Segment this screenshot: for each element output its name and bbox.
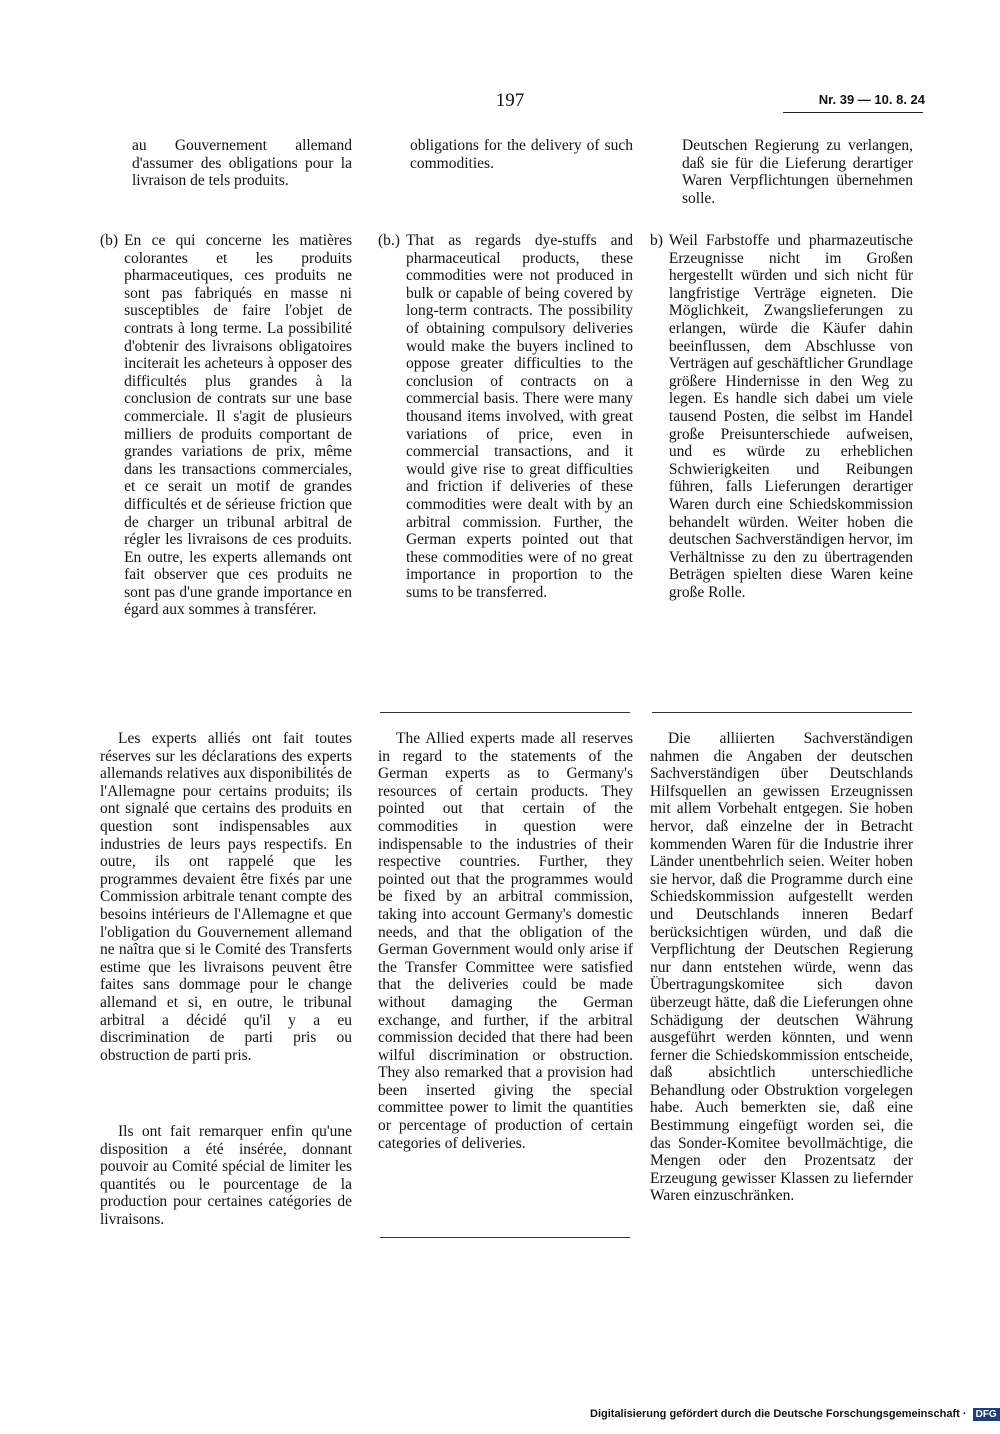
french-intro-text: au Gouvernement allemand d'assumer des obligations pour la livraison de tels produits. (132, 137, 352, 190)
digitization-credit-text: Digitalisierung gefördert durch die Deutsche Forschungsgemeinschaft (590, 1408, 960, 1420)
english-section-rule (380, 712, 630, 713)
french-allies-text: Les experts alliés ont fait toutes réserves sur les déclarations des experts allemands relatives aux disponibilités de l'Allemagne pour certains produits; ils ont signalé que certains des produits en question sont indispensables aux industries de leurs pays respectifs. En outre, ils ont rappelé que les programmes devaient être fixés par une Commission arbitrale tenant compte des besoins intérieurs de l'Allemagne et que l'obligation du Gouvernement allemand ne naîtra que si le Comité des Transferts estime que les livraisons peuvent être faites sans dommage pour le change allemand et si, en outre, le tribunal arbitral a décidé qu'il y a eu discrimination de parti pris ou obstruction de parti pris. (100, 730, 352, 1064)
english-clause-b-marker: (b.) (378, 232, 400, 249)
german-allies-paragraph (650, 730, 913, 1205)
english-end-rule (380, 1237, 630, 1238)
header-rule (783, 112, 923, 113)
separator-dot: · (962, 1408, 967, 1420)
german-clause-b-marker: b) (650, 232, 663, 249)
french-final-paragraph (100, 1123, 352, 1229)
english-intro (378, 137, 633, 172)
digitization-credit (590, 1408, 997, 1421)
page-number: 197 (495, 90, 525, 111)
english-allies-text: The Allied experts made all reserves in regard to the statements of the German experts as to Germany's resources of certain products. They pointed out that certain of the commodities in question were indispensable to the industries of their respective countries. Further, they pointed out that the programmes would be fixed by an arbitral commission, taking into account Germany's domestic needs, and that the obligation of the German Government would only arise if the Transfer Committee were satisfied that the deliveries could be made without damaging the German exchange, and further, if the arbitral commission decided that there had been wilful discrimination or obstruction. They also remarked that a provision had been inserted giving the special committee power to limit the quantities or percentage of production of certain categories of deliveries. (378, 730, 633, 1152)
french-clause-b-text: En ce qui concerne les matières colorantes et les produits pharmaceutiques, ces produits ne sont pas fabriqués en masse ni susceptibles de faire l'objet de contrats à long terme. La possibilité d'obtenir des livraisons obligatoires inciterait les acheteurs à opposer des difficultés plus grandes à la conclusion de contrats sur une base commerciale. Il s'agit de plusieurs milliers de produits comportant de grandes variations de prix, même dans les transactions commerciales, et ce serait un motif de grandes difficultés et de sérieuse friction que de charger un tribunal arbitral de régler les livraisons de ces produits. En outre, les experts allemands ont fait observer que ces produits ne sont pas d'une grande importance en égard aux sommes à transférer. (124, 232, 352, 619)
english-clause-b-row (378, 232, 633, 601)
issue-reference: Nr. 39 — 10. 8. 24 (818, 92, 925, 107)
german-clause-b-text: Weil Farbstoffe und pharmazeutische Erzeugnisse nicht im Großen hergestellt würden und sich nicht für langfristige Verträge eigneten. Die Möglichkeit, Zwangslieferungen zu erlangen, würde die Käufer dahin beeinflussen, dem Abschlusse von Verträgen auf geschäftlicher Grundlage größere Hindernisse in den Weg zu legen. Es handle sich dabei um viele tausend Posten, die selbst im Handel große Preisunterschiede aufweisen, und es würde zu erheblichen Schwierigkeiten und Reibungen führen, falls Lieferungen derartiger Waren durch eine Schiedskommission behandelt würden. Weiter hoben die deutschen Sachverständigen hervor, im Verhältnisse zu den zu übertragenden Beträgen spielten diese Waren keine große Rolle. (668, 232, 913, 601)
german-intro (650, 137, 913, 207)
english-allies-paragraph (378, 730, 633, 1152)
english-clause-b (378, 232, 633, 601)
french-intro (100, 137, 352, 190)
french-allies-paragraph (100, 730, 352, 1064)
german-section-rule (652, 712, 912, 713)
french-clause-b (100, 232, 352, 619)
german-intro-text: Deutschen Regierung zu verlangen, daß sie für die Lieferung derartiger Waren Verpflichtungen übernehmen solle. (682, 137, 913, 207)
french-clause-b-row (100, 232, 352, 619)
dfg-logo: DFG (973, 1408, 1000, 1421)
french-clause-b-marker: (b) (100, 232, 119, 249)
english-clause-b-text: That as regards dye-stuffs and pharmaceutical products, these commodities were not produced in bulk or capable of being covered by long-term contracts. The possibility of obtaining compulsory deliveries would make the buyers inclined to oppose greater difficulties to the conclusion of contracts on a commercial basis. There were many thousand items involved, with great variations of price, even in commercial transactions, and it would give rise to great difficulties and friction if deliveries of these commodities were dealt with by an arbitral commission. Further, the German experts pointed out that these commodities were of no great importance in proportion to the sums to be transferred. (405, 232, 633, 601)
english-intro-text: obligations for the delivery of such commodities. (410, 137, 633, 172)
german-clause-b (650, 232, 913, 601)
french-final-text: Ils ont fait remarquer enfin qu'une disposition a été insérée, donnant pouvoir au Comité spécial de limiter les quantités ou le pourcentage de la production pour certaines catégories de livraisons. (100, 1123, 352, 1228)
german-clause-b-row (650, 232, 913, 601)
german-allies-text: Die alliierten Sachverständigen nahmen die Angaben der deutschen Sachverständigen über Deutschlands Hilfsquellen an gewissen Erzeugnissen mit allem Vorbehalt entgegen. Sie hoben hervor, daß einzelne der in Betracht kommenden Waren für die Industrie ihrer Länder unentbehrlich seien. Weiter hoben sie hervor, daß die Programme durch eine Schiedskommission aufgestellt werden und Deutschlands inneren Bedarf berücksichtigen würden, und daß die Verpflichtung der Deutschen Regierung nur dann entstehen würde, wenn das Übertragungskomitee sich davon überzeugt hätte, daß die Lieferungen ohne Schädigung der deutschen Währung ausgeführt werden könnten, und wenn ferner die Schiedskommission entscheide, daß absichtlich unterschiedliche Behandlung oder Obstruktion vorgelegen habe. Auch bemerkten sie, daß eine Bestimmung eingefügt worden sei, die das Sonder-Komitee bevollmächtige, die Mengen oder den Prozentsatz der Erzeugung gewisser Klassen zu liefernder Waren einzuschränken. (650, 730, 913, 1205)
